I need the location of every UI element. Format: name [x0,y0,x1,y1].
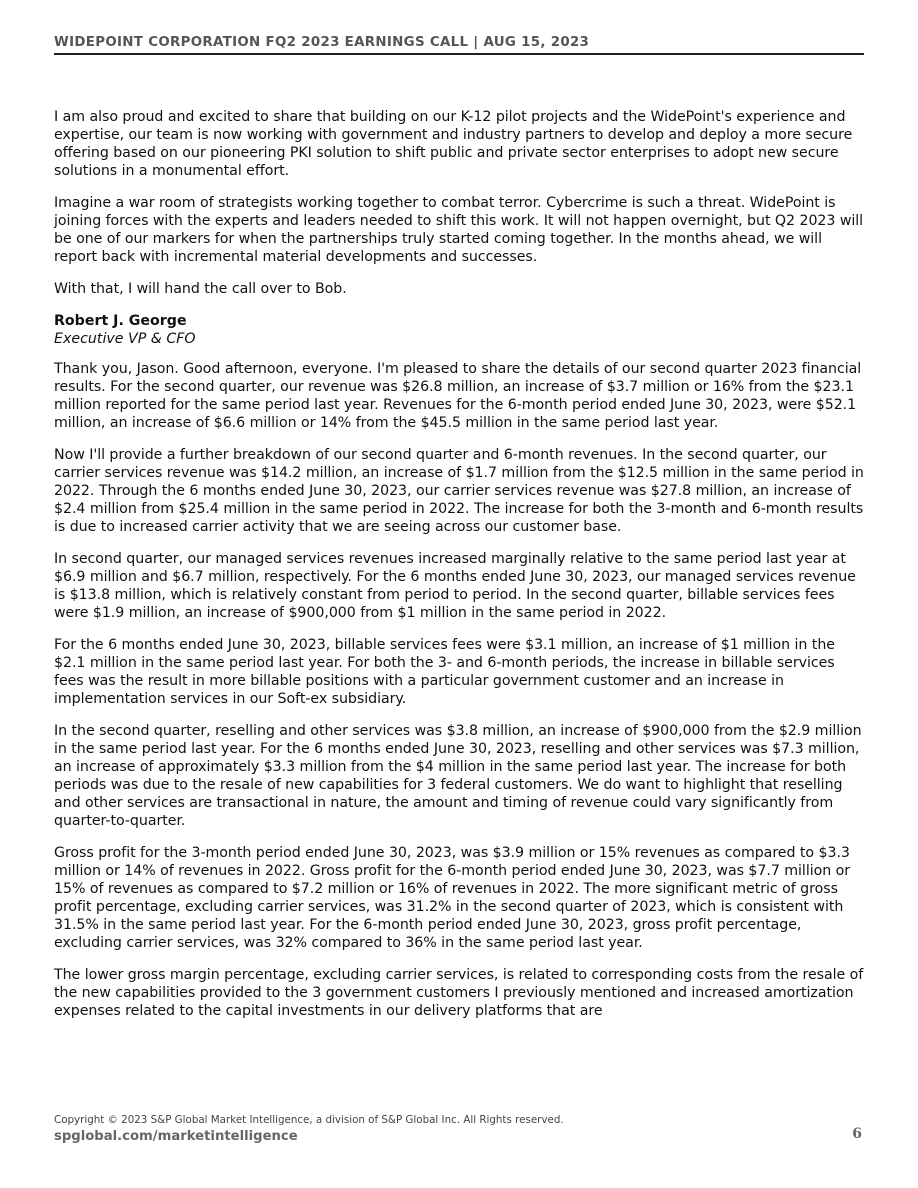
transcript-paragraph: The lower gross margin percentage, excluding carrier services, is related to corresponding costs from the resale of the new capabilities provided to the 3 government customers I previously mentioned and increased amortization expenses related to the capital investments in our delivery platforms that are [54,967,864,1019]
document-title: WIDEPOINT CORPORATION FQ2 2023 EARNINGS CALL | AUG 15, 2023 [54,35,590,50]
page-header [54,34,864,55]
speaker-name: Robert J. George [54,313,187,329]
transcript-paragraph: Imagine a war room of strategists working together to combat terror. Cybercrime is such a threat. WidePoint is joining forces with the experts and leaders needed to shift this work. It will not happen overnight, but Q2 2023 will be one of our markers for when the partnerships truly started coming together. In the months ahead, we will report back with incremental material developments and successes. [54,195,864,265]
transcript-paragraph: Thank you, Jason. Good afternoon, everyone. I'm pleased to share the details of our second quarter 2023 financial results. For the second quarter, our revenue was $26.8 million, an increase of $3.7 million or 16% from the $23.1 million reported for the same period last year. Revenues for the 6-month period ended June 30, 2023, were $52.1 million, an increase of $6.6 million or 14% from the $45.5 million in the same period last year. [54,361,862,431]
transcript-paragraph: Gross profit for the 3-month period ended June 30, 2023, was $3.9 million or 15% revenues as compared to $3.3 million or 14% of revenues in 2022. Gross profit for the 6-month period ended June 30, 2023, was $7.7 million or 15% of revenues as compared to $7.2 million or 16% of revenues in 2022. The more significant metric of gross profit percentage, excluding carrier services, was 31.2% in the second quarter of 2023, which is consistent with 31.5% in the same period last year. For the 6-month period ended June 30, 2023, gross profit percentage, excluding carrier services, was 32% compared to 36% in the same period last year. [54,845,851,951]
transcript-paragraph: Now I'll provide a further breakdown of our second quarter and 6-month revenues. In the second quarter, our carrier services revenue was $14.2 million, an increase of $1.7 million from the $12.5 million in the same period in 2022. Through the 6 months ended June 30, 2023, our carrier services revenue was $27.8 million, an increase of $2.4 million from $25.4 million in the same period in 2022. The increase for both the 3-month and 6-month results is due to increased carrier activity that we are seeing across our customer base. [54,447,864,535]
speaker-title: Executive VP & CFO [54,331,196,347]
page-number: 6 [852,1126,862,1142]
speaker-block [54,312,866,348]
transcript-paragraph: I am also proud and excited to share that building on our K-12 pilot projects and the WidePoint's experience and expertise, our team is now working with government and industry partners to develop and deploy a more secure offering based on our pioneering PKI solution to shift public and private sector enterprises to adopt new secure solutions in a monumental effort. [54,109,853,179]
page-footer [54,1113,866,1146]
footer-link[interactable]: spglobal.com/marketintelligence [54,1129,298,1144]
transcript-paragraph: In the second quarter, reselling and other services was $3.8 million, an increase of $900,000 from the $2.9 million in the same period last year. For the 6 months ended June 30, 2023, reselling and other services was $7.3 million, an increase of approximately $3.3 million from the $4 million in the same period last year. The increase for both periods was due to the resale of new capabilities for 3 federal customers. We do want to highlight that reselling and other services are transactional in nature, the amount and timing of revenue could vary significantly from quarter-to-quarter. [54,723,862,829]
transcript-paragraph: For the 6 months ended June 30, 2023, billable services fees were $3.1 million, an increase of $1 million in the $2.1 million in the same period last year. For both the 3- and 6-month periods, the increase in billable services fees was the result in more billable positions with a particular government customer and an increase in implementation services in our Soft-ex subsidiary. [54,637,835,707]
transcript-body [54,108,866,1034]
transcript-paragraph: In second quarter, our managed services revenues increased marginally relative to the same period last year at $6.9 million and $6.7 million, respectively. For the 6 months ended June 30, 2023, our managed services revenue is $13.8 million, which is relatively constant from period to period. In the second quarter, billable services fees were $1.9 million, an increase of $900,000 from $1 million in the same period in 2022. [54,551,856,621]
transcript-paragraph: With that, I will hand the call over to Bob. [54,281,347,297]
copyright-notice: Copyright © 2023 S&P Global Market Intelligence, a division of S&P Global Inc. All Rights reserved. [54,1114,564,1126]
